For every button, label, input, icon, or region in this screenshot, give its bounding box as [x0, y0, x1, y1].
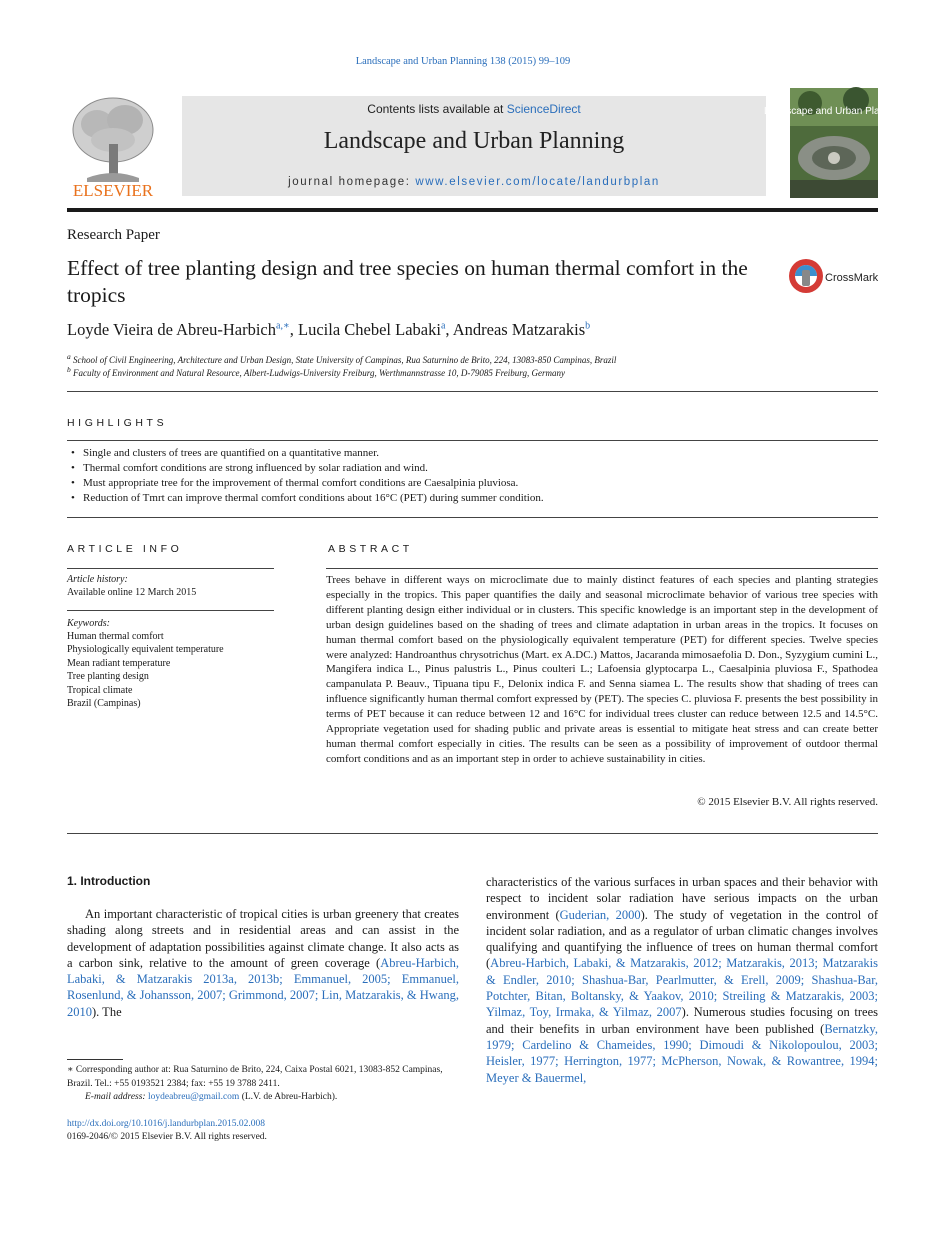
cover-title: Landscape and Urban Planning: [763, 106, 905, 117]
divider: [67, 440, 878, 441]
divider: [67, 568, 274, 569]
crossmark-icon[interactable]: [788, 257, 880, 295]
divider: [67, 833, 878, 834]
keyword: Tree planting design: [67, 671, 149, 683]
author-list: Loyde Vieira de Abreu-Harbich$^{a,∗}$, Lucila Chebel Labaki$^a$, Andreas Matzarakis$^b$: [67, 320, 591, 339]
list-item: • Must appropriate tree for the improvement of thermal comfort conditions are Caesalpinia pluviosa.: [67, 476, 878, 491]
issn-line: 0169-2046/© 2015 Elsevier B.V. All rights reserved.: [67, 1132, 267, 1142]
journal-reference[interactable]: Landscape and Urban Planning 138 (2015) 99–109: [355, 56, 571, 67]
abstract-heading: ABSTRACT: [328, 543, 413, 555]
keyword: Brazil (Campinas): [67, 698, 141, 710]
list-item: • Single and clusters of trees are quantified on a quantitative manner.: [67, 446, 878, 461]
article-history-value: Available online 12 March 2015: [67, 587, 197, 598]
citation-link[interactable]: Abreu-Harbich, Labaki, & Matzarakis 2013a, 2013b; Emmanuel, 2005; Emmanuel, Rosenlund, & Johansson, 2007; Grimmond, 2007; Lin, Matzarakis, & Hwang, 2010: [67, 955, 459, 1019]
affiliation: $^a$ School of Civil Engineering, Architecture and Urban Design, State University of Campinas, Rua Saturnino de Brito, 224, 13083-850 Campinas, Brazil: [67, 352, 617, 365]
citation-link[interactable]: Guderian, 2000: [559, 907, 641, 922]
abstract-copyright: © 2015 Elsevier B.V. All rights reserved.: [697, 796, 878, 808]
journal-masthead: [67, 88, 905, 202]
divider: [326, 568, 878, 569]
masthead-rule: [67, 208, 878, 212]
homepage-link[interactable]: www.elsevier.com/locate/landurbplan: [415, 176, 660, 188]
article-info-heading: ARTICLE INFO: [67, 543, 183, 555]
elsevier-tree-logo-icon[interactable]: [67, 88, 159, 200]
keywords-list: [67, 630, 224, 710]
email-link[interactable]: loydeabreu@gmail.com: [147, 1092, 240, 1102]
author-name[interactable]: Andreas Matzarakis: [452, 320, 586, 339]
article-title: Effect of tree planting design and tree species on human thermal comfort in the tropics: [67, 256, 748, 307]
keyword: Human thermal comfort: [67, 631, 164, 642]
elsevier-wordmark: ELSEVIER: [72, 181, 154, 200]
keyword: Tropical climate: [67, 684, 133, 696]
doi-link[interactable]: http://dx.doi.org/10.1016/j.landurbplan.2015.02.008: [67, 1119, 265, 1129]
highlights-list: [67, 446, 878, 506]
article-type: Research Paper: [67, 227, 160, 243]
affiliation: $^b$ Faculty of Environment and Natural Resource, Albert-Ludwigs-University Freiburg, Werthmannstrasse 10, D-79085 Freiburg, Germany: [67, 365, 565, 378]
author-name[interactable]: Loyde Vieira de Abreu-Harbich: [67, 320, 276, 339]
sciencedirect-link[interactable]: ScienceDirect: [506, 102, 581, 116]
contents-line: Contents lists available at ScienceDirect: [367, 102, 581, 116]
section-heading: 1. Introduction: [67, 874, 151, 888]
author-affiliation-marker[interactable]: b: [585, 320, 591, 332]
abstract-text: Trees behave in different ways on microclimate due to mainly distinct features of each species and planting strategies especially in the tropics. This paper quantifies the daily and seasonal microclimate behavior of various tree species with different planting design either individual or in clusters. This specific knowledge is an important step in the development of urban design guidelines based on the shading of trees and climate adaptation in urban areas in the tropics. It focuses on human thermal comfort based on the physiologically equivalent temperature (PET) for different species. Twelve species were analyzed: Handroanthus chrysotrichus (Mart. ex A.DC.) Mattos, Jacaranda mimosaefolia D. Don., Syzygium cumini L., Mangifera indica L., Pinus palustris L., Pinus coulteri L.; Lafoensia glyptocarpa L., Caesalpinia pluviosa F., Spathodea campanulata P. Beauv., Tipuana tipu F., Delonix indica F. and Senna siamea L. The results show that shading of trees can influence significantly human thermal comfort expressed by (PET). The species C. pluviosa F. presents the best possibility in terms of PET because it can reduce between 12 and 16°C for individual trees cluster can reduce between 12.5 and 14.5°C. Appropriate vegetation used for shading public and private areas is essential to mitigate heat stress and can create better human thermal comfort especially in cities. The results can be seen as a possibility of improvement of outdoor thermal comfort conditions and as an important step in order to achieve sustainability in cities.: [326, 574, 878, 765]
journal-cover-image[interactable]: [763, 88, 905, 198]
citation-link[interactable]: Abreu-Harbich, Labaki, & Matzarakis, 2012; Matzarakis, 2013; Matzarakis & Endler, 2010; Shashua-Bar, Pearlmutter, & Erell, 2009; Shashua-Bar, Potchter, Bitan, Boltansky, & Yaakov, 2010; Streiling & Matzarakis, 2003; Yilmaz, Toy, Irmaka, & Yilmaz, 2007: [486, 956, 878, 1020]
highlights-heading: HIGHLIGHTS: [67, 417, 168, 429]
divider: [67, 610, 274, 611]
journal-title: Landscape and Urban Planning: [323, 128, 625, 154]
intro-paragraph-right: characteristics of the various surfaces in urban spaces and their behavior with respect to incident solar radiation have serious impacts on the urban environment (Guderian, 2000). The study of vegetation in the control of incident solar radiation, and as a regulator of urban climatic changes involves qualifying and quantifying the influence of trees on human thermal comfort (Abreu-Harbich, Labaki, & Matzarakis, 2012; Matzarakis, 2013; Matzarakis & Endler, 2010; Shashua-Bar, Pearlmutter, & Erell, 2009; Shashua-Bar, Potchter, Bitan, Boltansky, & Yaakov, 2010; Streiling & Matzarakis, 2003; Yilmaz, Toy, Irmaka, & Yilmaz, 2007). Numerous studies focusing on trees and their benefits in urban environment have been published (Bernatzky, 1979; Cardelino & Chameides, 1990; Dimoudi & Nikolopoulou, 2003; Heisler, 1977; Herrington, 1977; McPherson, Nowak, & Rowantree, 1994; Meyer & Bauermel,: [486, 875, 878, 1085]
keyword: Physiologically equivalent temperature: [67, 644, 224, 656]
author-affiliation-marker[interactable]: a,∗: [276, 320, 290, 332]
divider: [67, 391, 878, 392]
keyword: Mean radiant temperature: [67, 657, 171, 669]
keywords-label: Keywords:: [67, 618, 110, 629]
corresponding-author-footnote: ∗ Corresponding author at: Rua Saturnino de Brito, 224, Caixa Postal 6021, 13083-852 Campinas, Brazil. Tel.: +55 0193521 2384; fax: +55 19 3788 2411. E-mail address: loydeabreu@gmail.com (L.V. de Abreu-Harbich).: [67, 1065, 443, 1102]
list-item: • Thermal comfort conditions are strong influenced by solar radiation and wind.: [67, 461, 878, 476]
author-affiliation-marker[interactable]: a: [440, 320, 446, 332]
intro-paragraph-left: An important characteristic of tropical cities is urban greenery that creates shading along streets and in residential areas and can assist in the development of adaptation possibilities against climate change. It also acts as a carbon sink, relative to the amount of green coverage (Abreu-Harbich, Labaki, & Matzarakis 2013a, 2013b; Emmanuel, 2005; Emmanuel, Rosenlund, & Johansson, 2007; Grimmond, 2007; Lin, Matzarakis, & Hwang, 2010). The: [67, 907, 459, 1019]
masthead-band: [182, 96, 766, 196]
divider: [67, 517, 878, 518]
footnote-rule: [67, 1059, 123, 1060]
citation-link[interactable]: Bernatzky, 1979; Cardelino & Chameides, 1990; Dimoudi & Nikolopoulou, 2003; Heisler, 1977; Herrington, 1977; McPherson, Nowak, & Rowantree, 1994; Meyer & Bauermel,: [486, 1021, 878, 1085]
list-item: • Reduction of Tmrt can improve thermal comfort conditions about 16°C (PET) during summer condition.: [67, 491, 878, 506]
journal-homepage: journal homepage: www.elsevier.com/locate/landurbplan: [288, 176, 660, 188]
author-name[interactable]: Lucila Chebel Labaki: [298, 320, 441, 339]
crossmark-label: CrossMark: [825, 272, 879, 284]
article-history-label: Article history:: [67, 574, 128, 585]
